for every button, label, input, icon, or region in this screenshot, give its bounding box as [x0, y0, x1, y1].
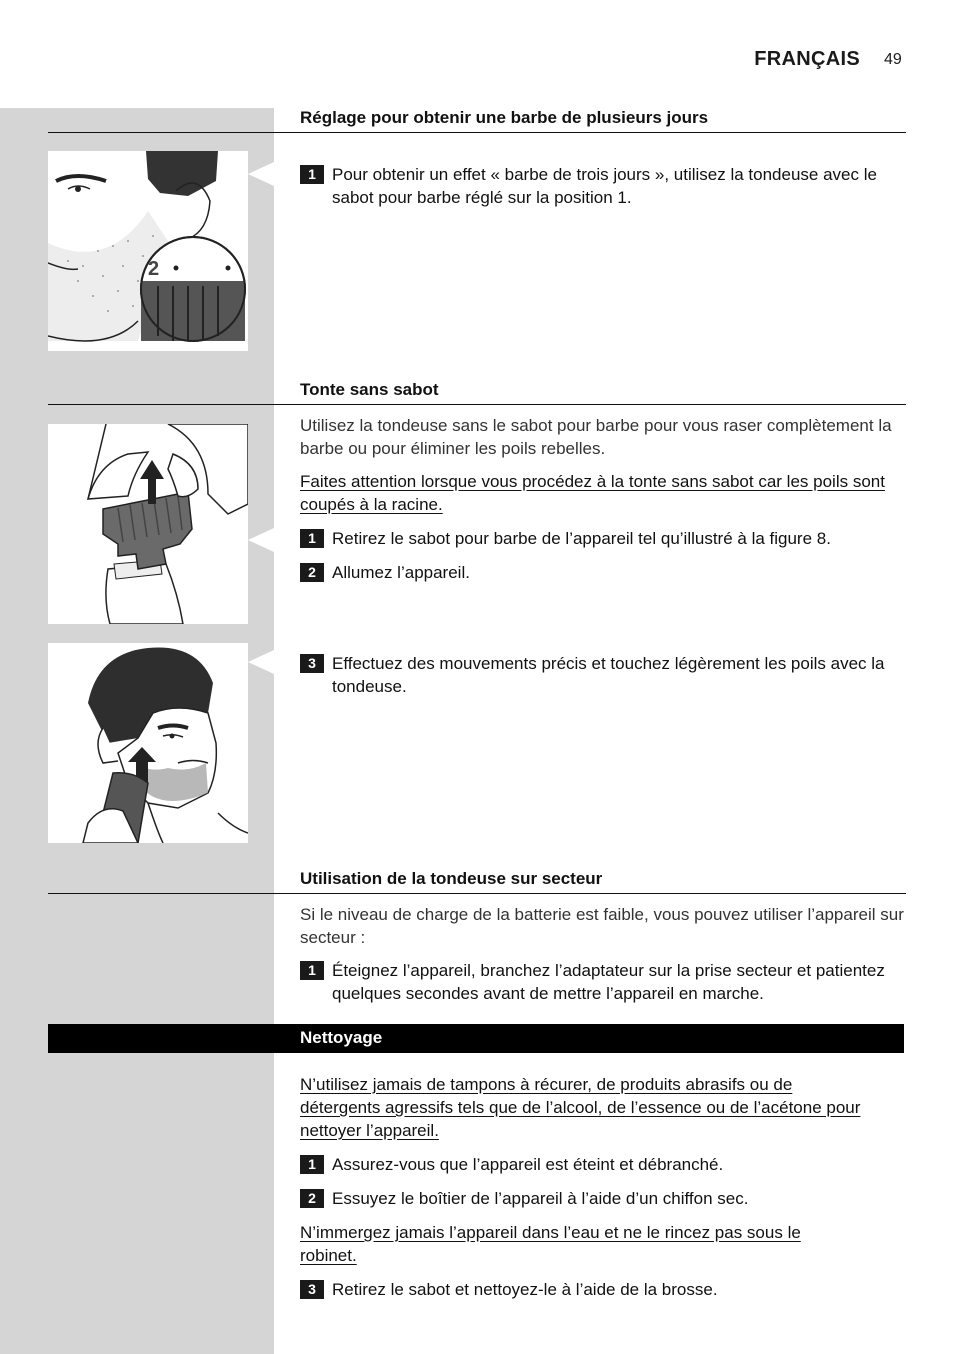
- warning-text: N’utilisez jamais de tampons à récurer, de produits abrasifs ou de détergents agressifs tels que de l’alcool, de l’essence ou de l’acétone pour nettoyer l’appareil.: [300, 1075, 861, 1140]
- beard-trim-illustration: [48, 151, 248, 351]
- section-rule: [48, 132, 906, 133]
- step-number: 1: [300, 529, 324, 548]
- section-rule: [48, 404, 906, 405]
- step-text: Allumez l’appareil.: [332, 563, 470, 582]
- step-text: Éteignez l’appareil, branchez l’adaptateur sur la prise secteur et patientez quelques secondes avant de mettre l’appareil en marche.: [332, 961, 885, 1003]
- section-title-cleaning: Nettoyage: [300, 1028, 383, 1047]
- step-item: [300, 1278, 906, 1301]
- step-item: [300, 527, 906, 550]
- section-title-no-comb: Tonte sans sabot: [300, 380, 439, 399]
- step-number: 2: [300, 563, 324, 582]
- step-number: 1: [300, 165, 324, 184]
- step-number: 3: [300, 1280, 324, 1299]
- step-item: [300, 163, 906, 209]
- warning-paragraph: [300, 1221, 860, 1267]
- intro-paragraph: Utilisez la tondeuse sans le sabot pour barbe pour vous raser complètement la barbe ou pour éliminer les poils rebelles.: [300, 416, 892, 458]
- step-number: 2: [300, 1189, 324, 1208]
- section-rule: [48, 893, 906, 894]
- page-number: 49: [884, 51, 902, 68]
- language-label: FRANÇAIS: [754, 48, 860, 70]
- warning-paragraph: [300, 470, 906, 516]
- step-item: [300, 652, 906, 698]
- figure-label-2: 2: [148, 258, 160, 280]
- step-number: 1: [300, 1155, 324, 1174]
- step-text: Essuyez le boîtier de l’appareil à l’aide d’un chiffon sec.: [332, 1189, 749, 1208]
- intro-paragraph: Si le niveau de charge de la batterie est faible, vous pouvez utiliser l’appareil sur secteur :: [300, 905, 904, 947]
- step-text: Pour obtenir un effet « barbe de trois jours », utilisez la tondeuse avec le sabot pour barbe réglé sur la position 1.: [332, 165, 877, 207]
- section-heading-bar: [48, 1024, 904, 1053]
- remove-comb-illustration: [48, 424, 248, 624]
- step-text: Retirez le sabot pour barbe de l’appareil tel qu’illustré à la figure 8.: [332, 529, 831, 548]
- figure-pointer: [248, 650, 274, 674]
- step-text: Effectuez des mouvements précis et touchez légèrement les poils avec la tondeuse.: [332, 654, 885, 696]
- step-text: Assurez-vous que l’appareil est éteint et débranché.: [332, 1155, 724, 1174]
- figure-remove-comb: [48, 424, 248, 624]
- figure-trim-face: [48, 643, 248, 843]
- figure-pointer: [248, 528, 274, 552]
- warning-text: Faites attention lorsque vous procédez à la tonte sans sabot car les poils sont coupés à la racine.: [300, 472, 885, 514]
- warning-paragraph: [300, 1073, 870, 1142]
- figure-beard-trim: [48, 151, 248, 351]
- step-text: Retirez le sabot et nettoyez-le à l’aide de la brosse.: [332, 1280, 718, 1299]
- section-title-mains: Utilisation de la tondeuse sur secteur: [300, 869, 603, 888]
- figure-pointer: [248, 162, 274, 186]
- step-number: 3: [300, 654, 324, 673]
- step-item: [300, 561, 906, 584]
- warning-text: N’immergez jamais l’appareil dans l’eau et ne le rincez pas sous le robinet.: [300, 1223, 801, 1265]
- step-item: [300, 1153, 906, 1176]
- step-item: [300, 1187, 906, 1210]
- step-item: [300, 959, 906, 1005]
- figure-label-1: 1: [194, 257, 207, 282]
- section-title-beard: Réglage pour obtenir une barbe de plusieurs jours: [300, 108, 709, 127]
- step-number: 1: [300, 961, 324, 980]
- trim-face-illustration: [48, 643, 248, 843]
